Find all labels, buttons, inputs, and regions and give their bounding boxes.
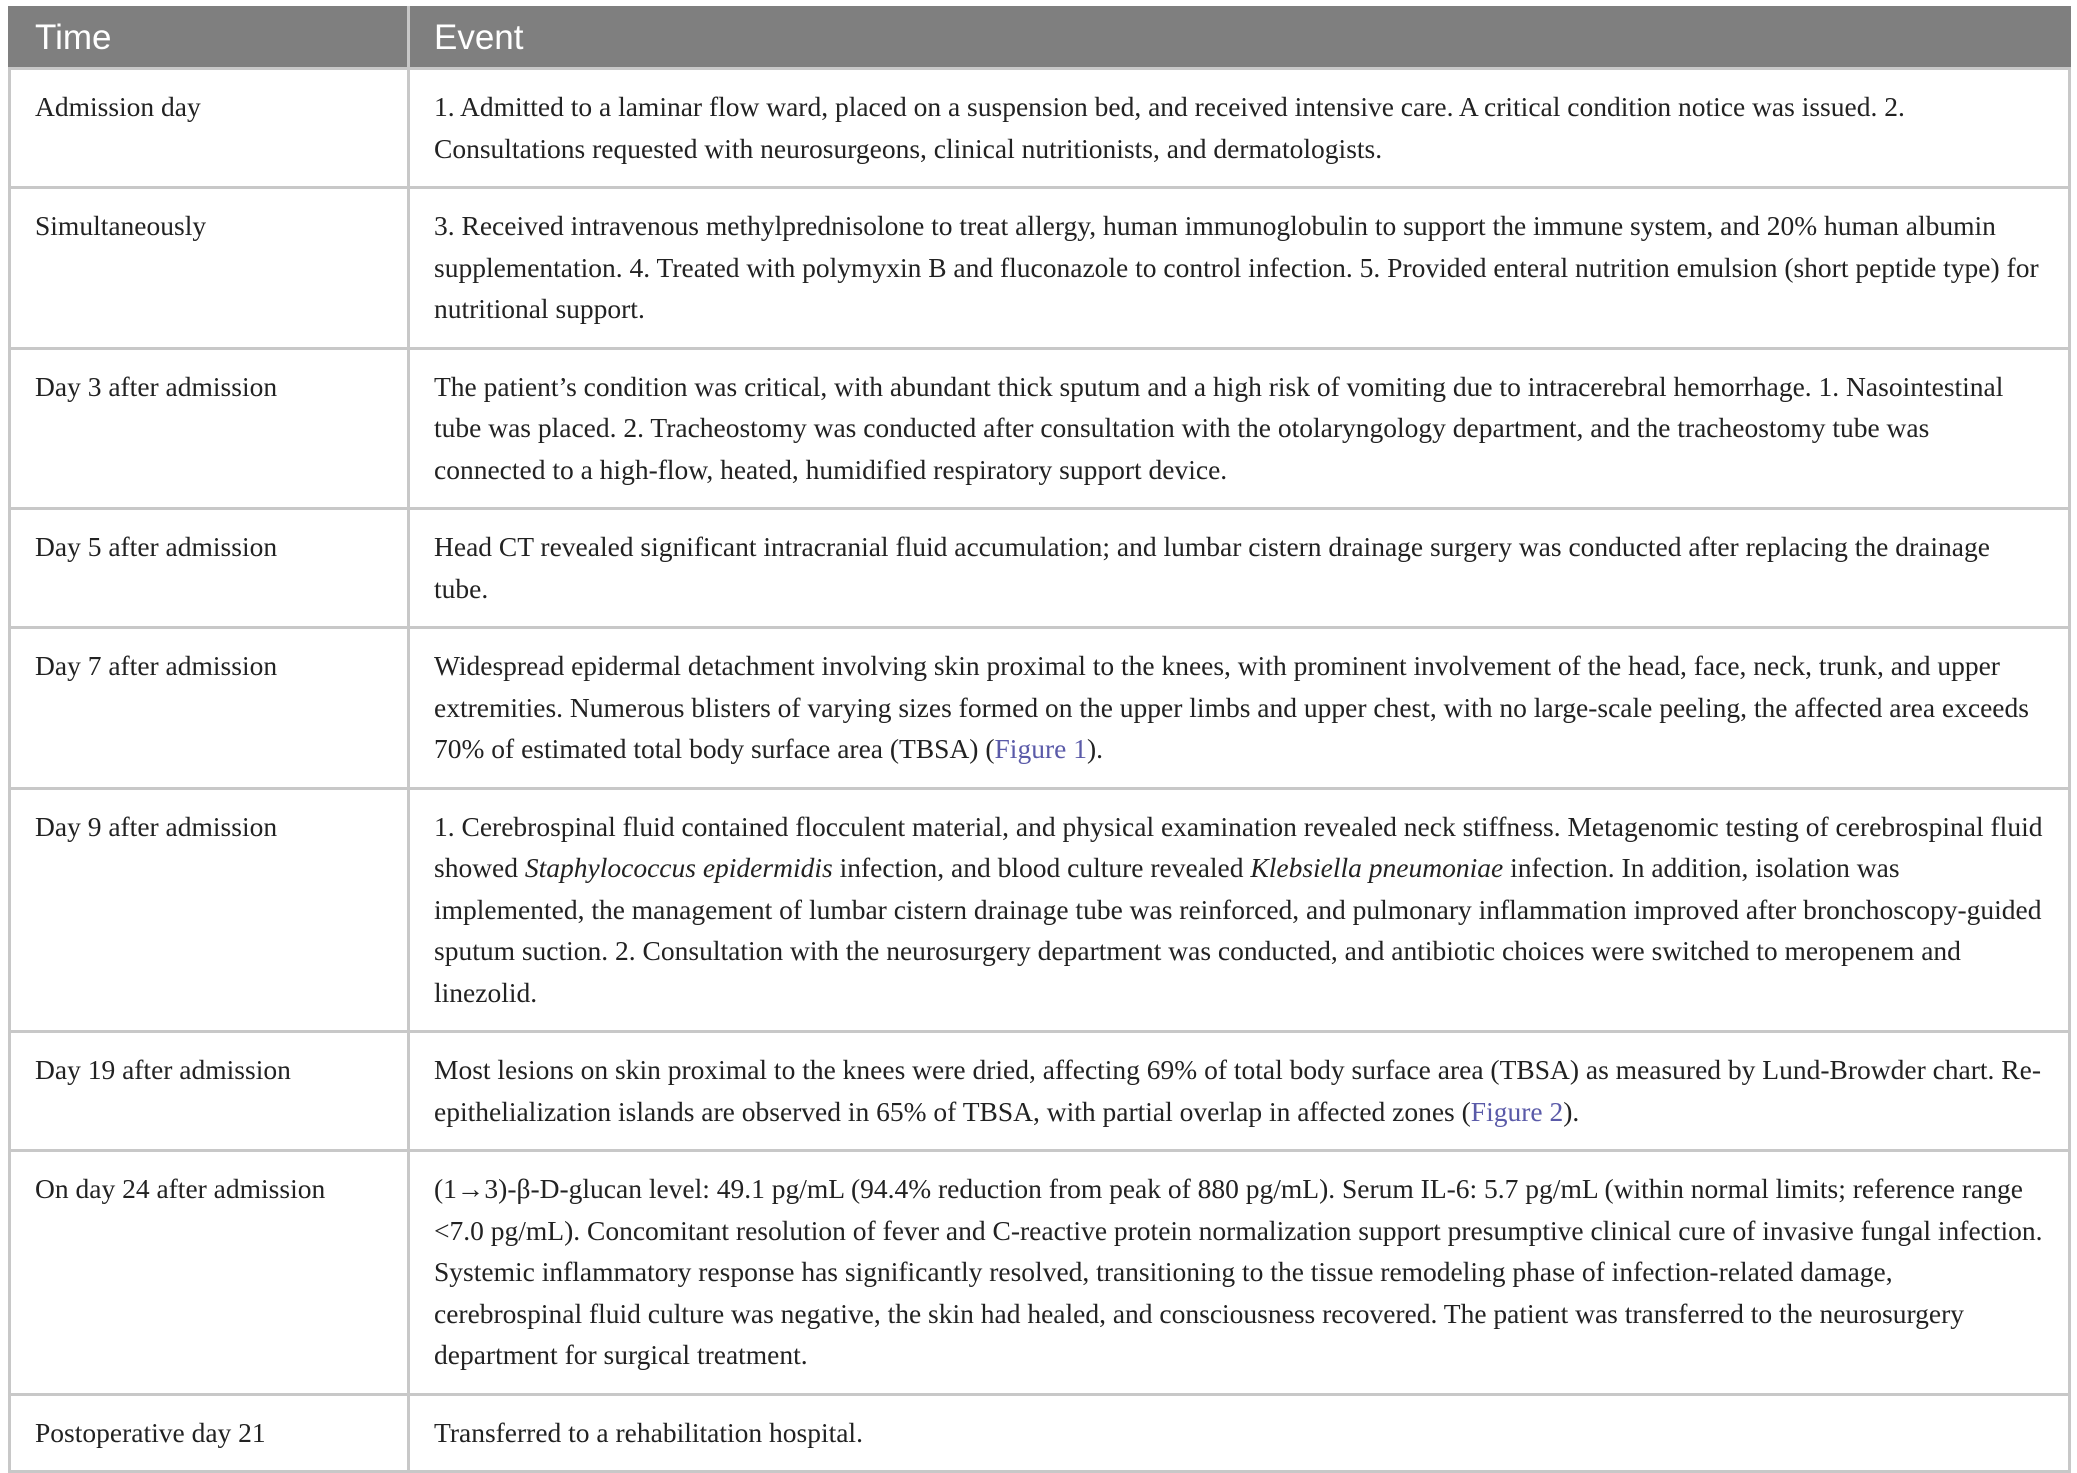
time-cell: Simultaneously: [10, 188, 409, 349]
event-text: Most lesions on skin proximal to the knees were dried, affecting 69% of total body surface area (TBSA) as measured by Lund-Browder chart. Re-epithelialization islands are observed in 65% of TBSA, with partial overlap in affected zones (: [434, 1054, 2042, 1127]
timeline-table-container: [8, 6, 2068, 1473]
table-row: [10, 69, 2070, 188]
event-text-end: ).: [1563, 1095, 1580, 1127]
event-cell: Transferred to a rehabilitation hospital.: [409, 1394, 2070, 1472]
table-row: [10, 628, 2070, 789]
time-cell: Day 7 after admission: [10, 628, 409, 789]
table-row: [10, 1151, 2070, 1395]
table-header-row: [10, 8, 2070, 69]
event-text: infection, and blood culture revealed: [832, 852, 1251, 883]
event-text: infection. In addition, isolation was implemented, the management of lumbar cistern drainage tube was reinforced, and pulmonary inflammation improved after bronchoscopy-guided sputum suction. 2. Consultation with the neurosurgery department was conducted, and antibiotic choices were switched to meropenem and linezolid.: [434, 852, 2042, 1008]
event-cell: [409, 788, 2070, 1032]
species-name: Klebsiella pneumoniae: [1250, 852, 1504, 883]
time-cell: Admission day: [10, 69, 409, 188]
event-text-end: ).: [1086, 733, 1103, 764]
event-cell: [409, 1032, 2070, 1151]
event-text: Widespread epidermal detachment involving skin proximal to the knees, with prominent involvement of the head, face, neck, trunk, and upper extremities. Numerous blisters of varying sizes formed on the upper limbs and upper chest, with no large-scale peeling, the affected area exceeds 70% of estimated total body surface area (TBSA) (: [434, 650, 2029, 764]
table-row: [10, 788, 2070, 1032]
table-row: [10, 348, 2070, 509]
event-cell: 3. Received intravenous methylprednisolone to treat allergy, human immunoglobulin to support the immune system, and 20% human albumin supplementation. 4. Treated with polymyxin B and fluconazole to control infection. 5. Provided enteral nutrition emulsion (short peptide type) for nutritional support.: [409, 188, 2070, 349]
timeline-table: [8, 6, 2071, 1473]
table-row: [10, 188, 2070, 349]
figure-2-link[interactable]: Figure 2: [1470, 1095, 1564, 1127]
time-cell: Postoperative day 21: [10, 1394, 409, 1472]
event-cell: [409, 628, 2070, 789]
event-cell: 1. Admitted to a laminar flow ward, placed on a suspension bed, and received intensive care. A critical condition notice was issued. 2. Consultations requested with neurosurgeons, clinical nutritionists, and dermatologists.: [409, 69, 2070, 188]
time-cell: On day 24 after admission: [10, 1151, 409, 1395]
table-row: [10, 1032, 2070, 1151]
figure-1-link[interactable]: Figure 1: [994, 733, 1087, 764]
species-name: Staphylococcus epidermidis: [524, 852, 833, 883]
event-cell: (1→3)-β-D-glucan level: 49.1 pg/mL (94.4% reduction from peak of 880 pg/mL). Serum IL-6: 5.7 pg/mL (within normal limits; reference range <7.0 pg/mL). Concomitant resolution of fever and C-reactive protein normalization support presumptive clinical cure of invasive fungal infection. Systemic inflammatory response has significantly resolved, transitioning to the tissue remodeling phase of infection-related damage, cerebrospinal fluid culture was negative, the skin had healed, and consciousness recovered. The patient was transferred to the neurosurgery department for surgical treatment.: [409, 1151, 2070, 1395]
table-row: [10, 1394, 2070, 1472]
time-cell: Day 3 after admission: [10, 348, 409, 509]
time-cell: Day 19 after admission: [10, 1032, 409, 1151]
time-cell: Day 9 after admission: [10, 788, 409, 1032]
event-cell: The patient’s condition was critical, with abundant thick sputum and a high risk of vomiting due to intracerebral hemorrhage. 1. Nasointestinal tube was placed. 2. Tracheostomy was conducted after consultation with the otolaryngology department, and the tracheostomy tube was connected to a high-flow, heated, humidified respiratory support device.: [409, 348, 2070, 509]
header-event: Event: [409, 8, 2070, 69]
time-cell: Day 5 after admission: [10, 509, 409, 628]
table-row: [10, 509, 2070, 628]
event-cell: Head CT revealed significant intracranial fluid accumulation; and lumbar cistern drainage surgery was conducted after replacing the drainage tube.: [409, 509, 2070, 628]
event-text: 1. Cerebrospinal fluid contained flocculent material, and physical examination revealed neck stiffness. Metagenomic testing of cerebrospinal fluid showed: [434, 810, 2043, 883]
header-time: Time: [10, 8, 409, 69]
